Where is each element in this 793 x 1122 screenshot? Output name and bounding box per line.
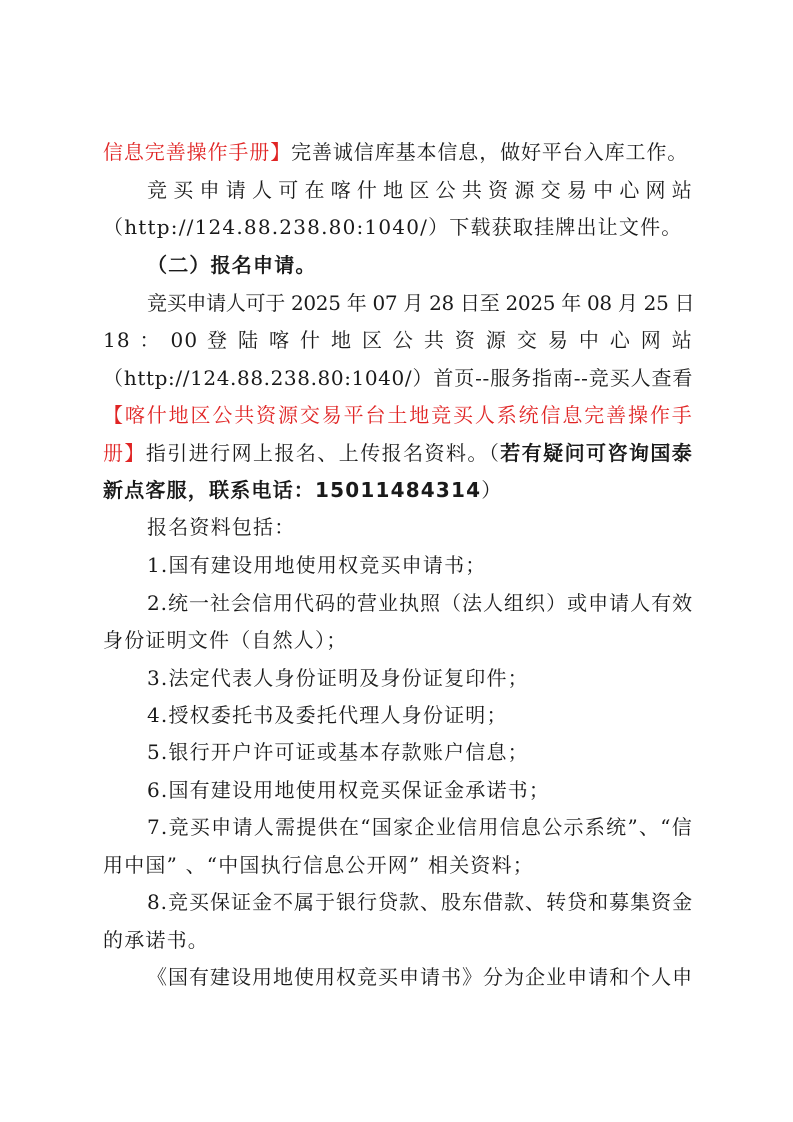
text-run: ） [481, 478, 503, 502]
paragraph-line-7: （http://124.88.238.80:1040/）首页--服务指南--竞买人查看 [103, 366, 693, 390]
contact-phone: 新点客服，联系电话：15011484314 [103, 478, 482, 502]
list-item: 3.法定代表人身份证明及身份证复印件； [147, 666, 529, 690]
paragraph-line-10 [103, 476, 693, 504]
paragraph-line-5: 竞买申请人可于 2025 年 07 月 28 日至 2025 年 08 月 25 日 [147, 291, 695, 315]
text-run: 完善诚信库基本信息，做好平台入库工作。 [291, 140, 689, 164]
list-item: 5.银行开户许可证或基本存款账户信息； [147, 740, 529, 764]
contact-notice: 若有疑问可咨询国泰 [500, 441, 693, 465]
manual-title-highlight-end: 册】 [103, 441, 146, 465]
section-heading: （二）报名申请。 [147, 253, 317, 277]
paragraph-line-3: （http://124.88.238.80:1040/）下载获取挂牌出让文件。 [103, 215, 683, 239]
paragraph-line-6: 18 ： 00 登 陆 喀 什 地 区 公 共 资 源 交 易 中 心 网 站 [103, 328, 693, 352]
list-item: 8.竞买保证金不属于银行贷款、股东借款、转贷和募集资金 [147, 890, 693, 914]
paragraph-line-9 [103, 439, 693, 467]
list-item-continuation: 身份证明文件（自然人）； [103, 628, 348, 652]
list-item: 6.国有建设用地使用权竞买保证金承诺书； [147, 778, 551, 802]
list-item-continuation: 用中国” 、“中国执行信息公开网” 相关资料； [103, 853, 534, 877]
list-item: 7.竞买申请人需提供在“国家企业信用信息公示系统”、“信 [147, 815, 693, 839]
paragraph-line-23: 《国有建设用地使用权竞买申请书》分为企业申请和个人申 [147, 965, 693, 989]
list-item-continuation: 的承诺书。 [103, 928, 209, 952]
manual-title-highlight: 信息完善操作手册】 [103, 140, 292, 164]
list-item: 1.国有建设用地使用权竞买申请书； [147, 553, 487, 577]
text-run: 指引进行网上报名、上传报名资料。（ [145, 441, 501, 465]
paragraph-line-1 [103, 138, 693, 166]
list-intro: 报名资料包括： [147, 515, 296, 539]
manual-title-highlight: 【喀什地区公共资源交易平台土地竞买人系统信息完善操作手 [103, 403, 693, 427]
list-item: 4.授权委托书及委托代理人身份证明； [147, 703, 508, 727]
list-item: 2.统一社会信用代码的营业执照（法人组织）或申请人有效 [147, 591, 693, 615]
paragraph-line-2: 竞买申请人可在喀什地区公共资源交易中心网站 [147, 178, 693, 202]
